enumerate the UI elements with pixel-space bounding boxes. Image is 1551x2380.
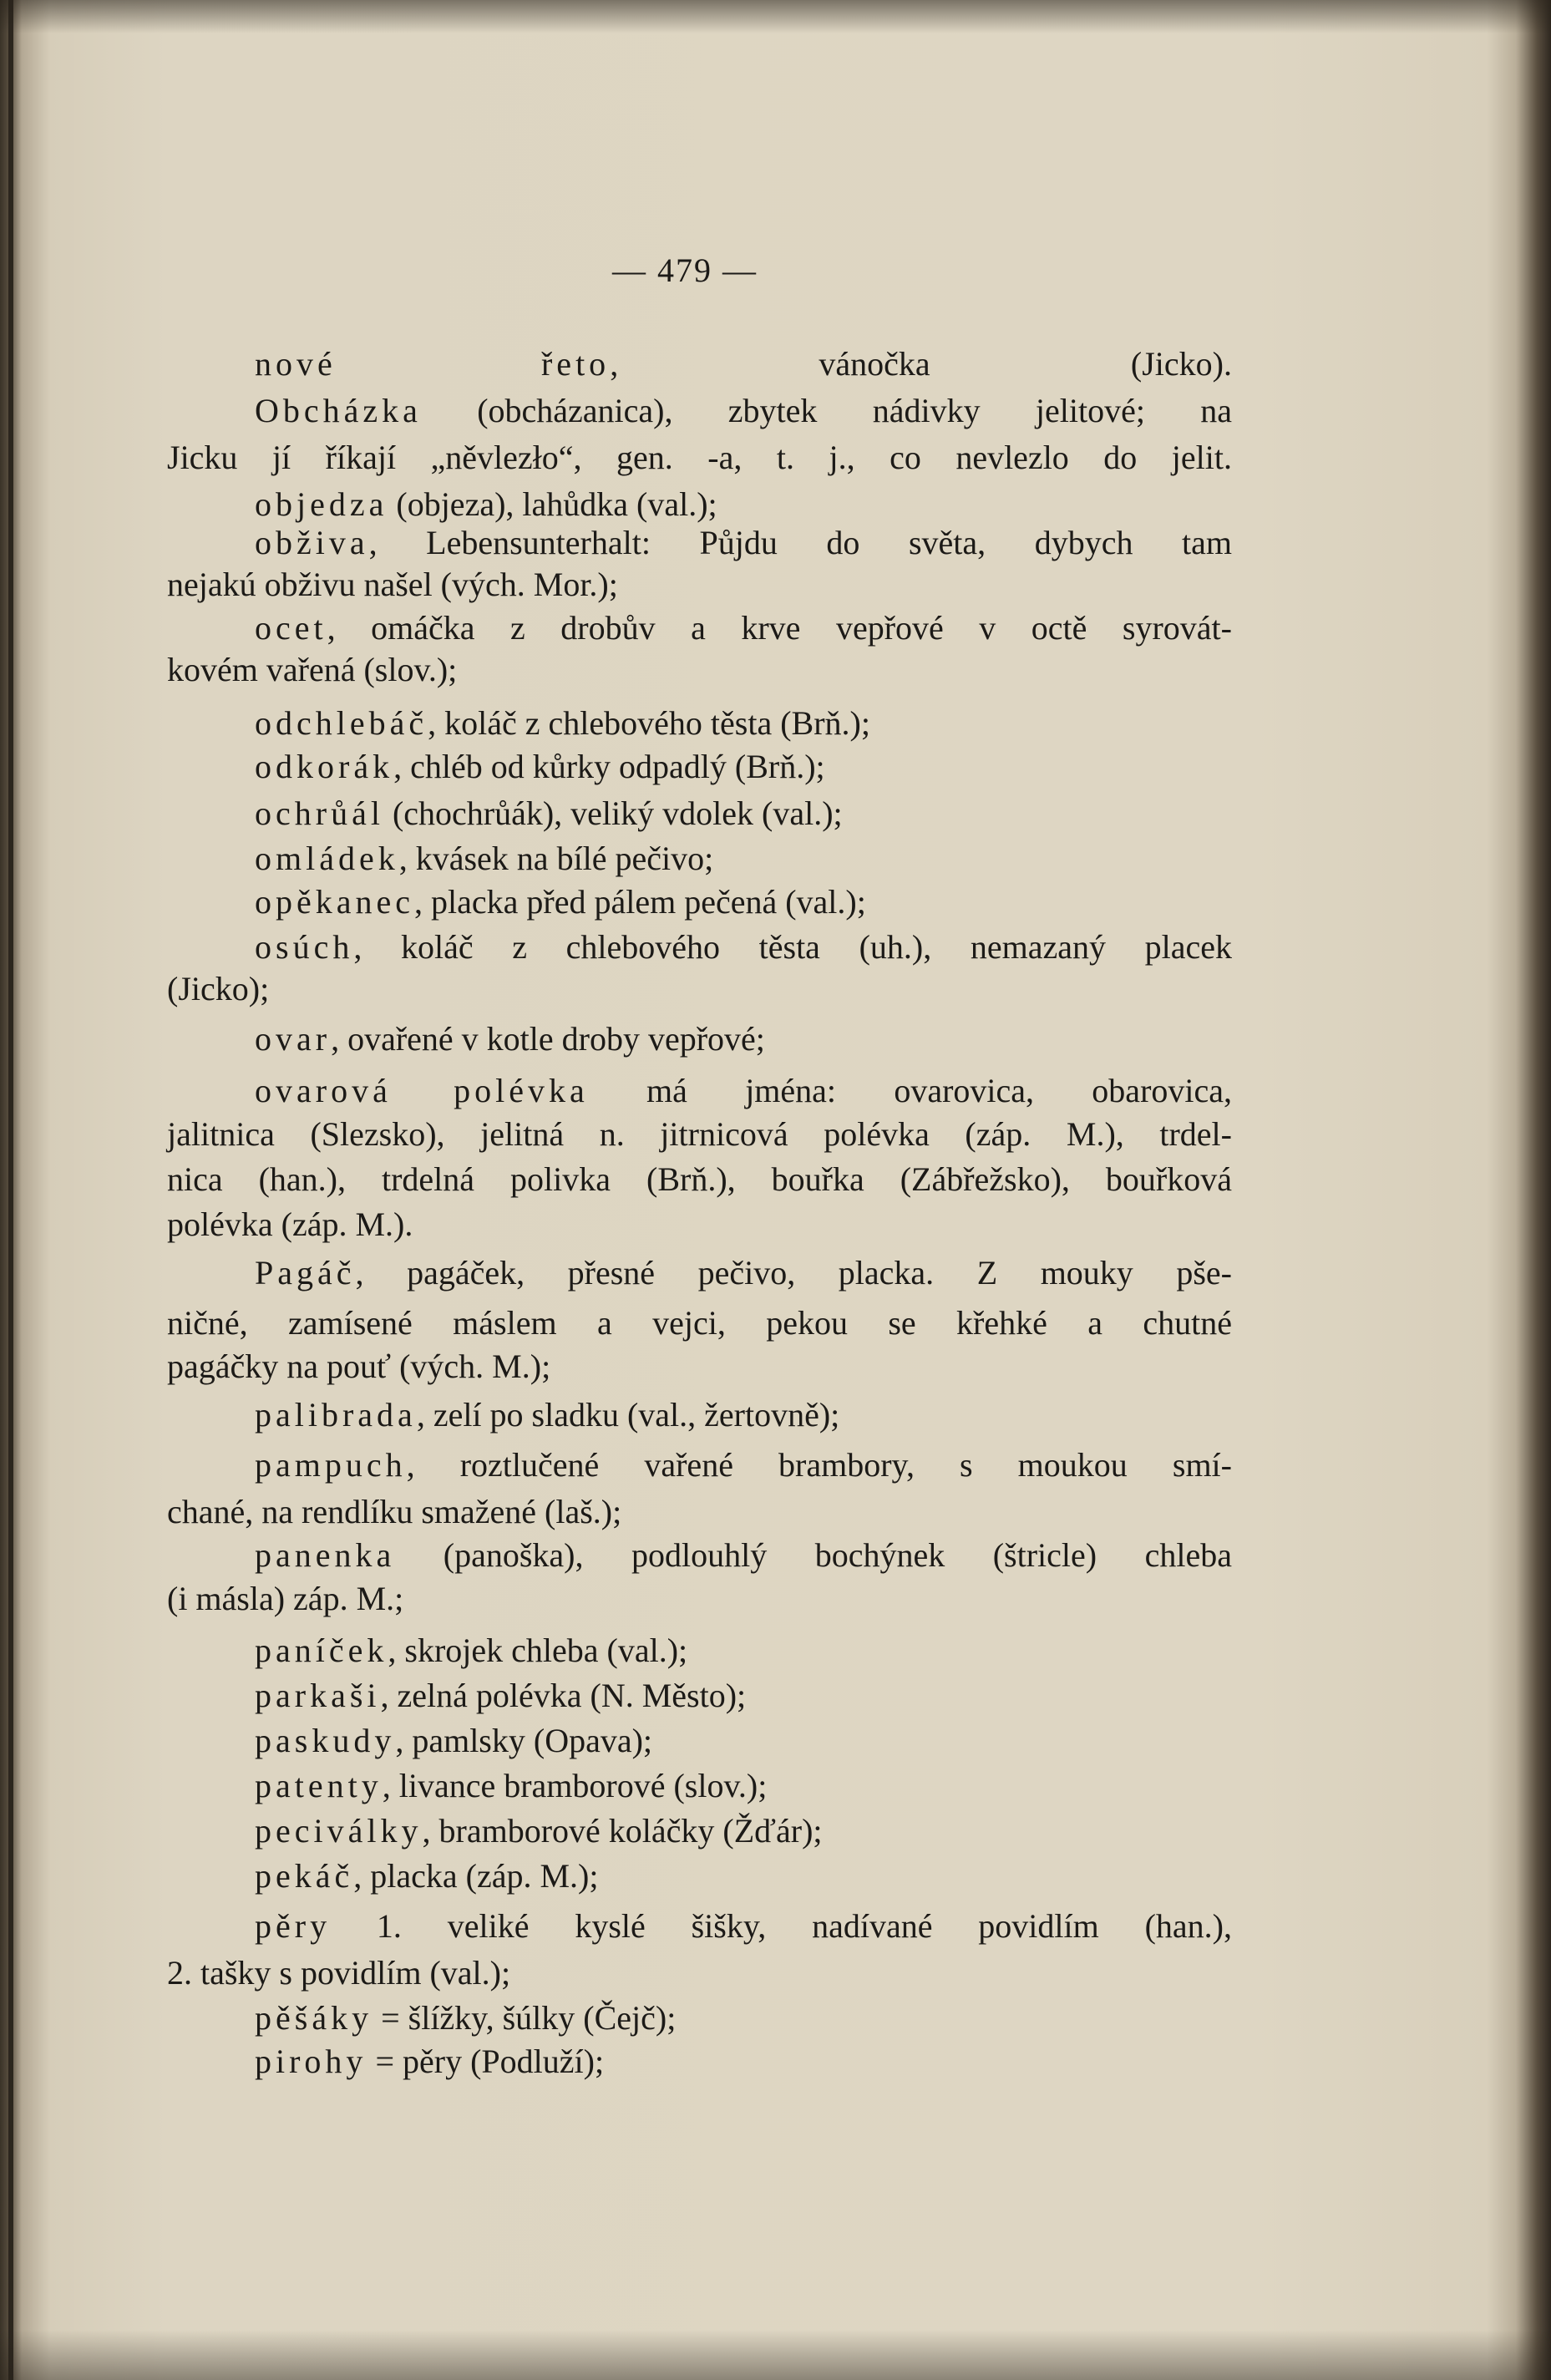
text-line [167,1158,1232,1201]
entry-keyword: ovarová polévka [255,1072,589,1109]
page-number: — 479 — [612,251,758,289]
entry-text: (i másla) záp. M.; [167,1580,404,1617]
entry-text: (panoška), podlouhlý bochýnek (štricle) chleba [395,1536,1232,1574]
entry-text: , livance bramborové (slov.); [382,1767,768,1804]
entry-keyword: palibrada [255,1396,417,1434]
entry-text: , bramborové koláčky (Žďár); [422,1812,823,1850]
text-line [255,389,1232,433]
text-line [167,1951,1232,1995]
entry-text: Jicku jí říkají „něvlezło“, gen. -a, t. j., co nevlezlo do jelit. [167,439,1232,476]
entry-keyword: osúch [255,928,354,966]
entry-keyword: peciválky [255,1812,423,1850]
entry-text: , placka (záp. M.); [353,1857,599,1895]
entry-text: = pěry (Podluží); [367,2043,605,2080]
entry-text: , roztlučené vařené brambory, s moukou smí- [406,1446,1232,1484]
entry-keyword: pěry [255,1907,332,1945]
text-line [255,1809,1232,1853]
entry-text: polévka (záp. M.). [167,1205,413,1243]
text-line [255,343,1232,386]
entry-text: (Jicko); [167,970,270,1007]
entry-text: pagáčky na pouť (vých. M.); [167,1347,551,1385]
text-line [255,1534,1232,1577]
entry-text: 2. tašky s povidlím (val.); [167,1954,511,1992]
text-line [255,606,1232,650]
text-line [255,1251,1232,1295]
text-line [167,436,1232,480]
page-shadow-top [0,0,1551,33]
text-line [255,1674,1232,1718]
text-line [167,648,1232,692]
text-line [255,1855,1232,1898]
text-line [167,1203,1232,1246]
entry-keyword: obživa [255,524,369,561]
entry-text: 1. veliké kyslé šišky, nadívané povidlím (han.), [331,1907,1232,1945]
text-line [255,1997,1232,2040]
text-line [255,1069,1232,1113]
entry-text: , koláč z chlebového těsta (uh.), nemazaný placek [353,928,1232,966]
text-line [167,1302,1232,1345]
text-line [255,1719,1232,1763]
text-line [167,1490,1232,1534]
entry-text: , Lebensunterhalt: Půjdu do světa, dybych tam [368,524,1232,561]
text-line [167,1345,1232,1388]
text-line [255,2040,1232,2083]
entry-text: , chléb od kůrky odpadlý (Brň.); [393,748,825,785]
entry-text: , zelí po sladku (val., žertovně); [416,1396,840,1434]
entry-keyword: omládek [255,840,399,877]
text-line [255,837,1232,880]
entry-text: , ovařené v kotle droby vepřové; [331,1020,765,1058]
entry-keyword: pampuch [255,1446,407,1484]
entry-text: , omáčka z drobův a krve vepřové v octě syrovát- [327,609,1232,647]
text-line [255,1764,1232,1808]
entry-keyword: nové řeto [255,345,611,383]
entry-text: (objeza), lahůdka (val.); [388,485,717,523]
text-line [255,702,1232,745]
entry-text: nica (han.), trdelná polivka (Brň.), bouřka (Zábřežsko), bouřková [167,1160,1232,1198]
text-line [167,1113,1232,1156]
entry-keyword: odchlebáč [255,704,428,742]
text-line [255,1905,1232,1948]
text-line [255,1393,1232,1437]
text-line [167,967,1232,1011]
entry-keyword: Pagáč [255,1254,356,1291]
text-line [255,880,1232,924]
entry-text: , pamlsky (Opava); [395,1722,653,1759]
entry-keyword: panenka [255,1536,396,1574]
entry-text: má jména: ovarovica, obarovica, [588,1072,1233,1109]
entry-text: chané, na rendlíku smažené (laš.); [167,1493,622,1530]
entry-text: (chochrůák), veliký vdolek (val.); [383,794,843,832]
entry-keyword: paníček [255,1631,388,1669]
page-shadow-bottom [0,2330,1551,2380]
entry-keyword: ochrůál [255,794,384,832]
entry-keyword: patenty [255,1767,383,1804]
entry-text: , placka před pálem pečená (val.); [414,883,866,921]
entry-keyword: ocet [255,609,327,647]
text-line [255,1017,1232,1061]
entry-keyword: opěkanec [255,883,415,921]
entry-keyword: parkaši [255,1677,381,1714]
entry-text: nejakú obživu našel (vých. Mor.); [167,566,618,603]
entry-keyword: paskudy [255,1722,396,1759]
entry-keyword: Obcházka [255,392,422,429]
entry-text: jalitnica (Slezsko), jelitná n. jitrnicová polévka (záp. M.), trdel- [167,1115,1232,1153]
text-line [255,792,1232,835]
entry-keyword: ovar [255,1020,332,1058]
entry-text: = šlížky, šúlky (Čejč); [373,1999,677,2037]
entry-text: , kvásek na bílé pečivo; [398,840,714,877]
text-line [167,563,1232,606]
text-line [255,521,1232,565]
entry-keyword: pirohy [255,2043,367,2080]
text-line [255,745,1232,789]
entry-text: , vánočka (Jicko). [610,345,1232,383]
entry-text: , skrojek chleba (val.); [388,1631,688,1669]
text-line [255,1629,1232,1672]
book-gutter [8,0,13,2380]
entry-text: kovém vařená (slov.); [167,651,458,688]
text-line [255,1444,1232,1487]
entry-text: (obcházanica), zbytek nádivky jelitové; na [421,392,1232,429]
text-line [167,1577,1232,1621]
entry-text: , koláč z chlebového těsta (Brň.); [428,704,870,742]
entry-text: , zelná polévka (N. Město); [380,1677,747,1714]
text-line [255,926,1232,969]
entry-keyword: pekáč [255,1857,354,1895]
entry-keyword: pěšáky [255,1999,373,2037]
entry-text: ničné, zamísené máslem a vejci, pekou se křehké a chutné [167,1304,1232,1342]
text-line [255,483,1232,526]
entry-keyword: objedza [255,485,388,523]
entry-keyword: odkorák [255,748,394,785]
entry-text: , pagáček, přesné pečivo, placka. Z mouky pše- [355,1254,1232,1291]
